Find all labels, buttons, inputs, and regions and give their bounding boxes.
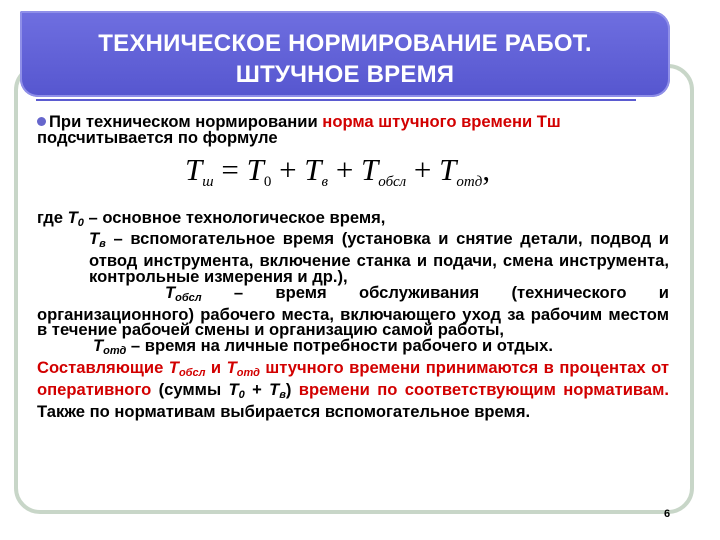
formula-plus-3: +	[413, 152, 432, 187]
conclusion-red-1: Составляющие	[37, 357, 169, 377]
formula-lhs-sub: ш	[202, 174, 214, 190]
intro-highlight: норма штучного времени Тш	[322, 112, 561, 131]
formula-t0: T	[246, 152, 264, 187]
conclusion-paragraph	[37, 357, 669, 421]
bullet-icon	[37, 117, 46, 126]
slide-title	[20, 28, 670, 90]
title-line-1: ТЕХНИЧЕСКОЕ НОРМИРОВАНИЕ РАБОТ.	[98, 30, 592, 57]
definition-totd-text: – время на личные потребности рабочего и отдых.	[126, 336, 553, 356]
symbol-tobsl: Т	[165, 282, 176, 302]
title-line-2: ШТУЧНОЕ ВРЕМЯ	[235, 61, 455, 88]
conclusion-red-4: времени по соответствующим нормативам.	[298, 379, 669, 399]
title-banner	[20, 11, 670, 97]
conclusion-symbol-t0-sub: 0	[238, 388, 245, 401]
conclusion-symbol-t0: Т	[228, 379, 239, 399]
definition-totd	[37, 338, 669, 360]
formula-comma: ,	[482, 152, 491, 187]
formula-tobsl-sub: обсл	[378, 174, 407, 190]
conclusion-symbol-tv-sub: в	[279, 388, 286, 401]
conclusion-symbol-totd-sub: отд	[236, 366, 260, 379]
formula-tv-sub: в	[321, 174, 329, 190]
symbol-tobsl-sub: обсл	[175, 291, 202, 304]
definition-tobsl-text: – время обслуживания (технического и организационного) рабочего места, включающего уход за рабочим местом в течение рабочей смены и организацию самой работы,	[37, 282, 669, 340]
symbol-tv-sub: в	[99, 238, 106, 251]
symbol-t0: Т	[67, 207, 78, 227]
intro-text: При техническом нормировании	[49, 112, 323, 131]
where-word: где	[37, 207, 68, 227]
conclusion-plus: +	[244, 379, 270, 399]
definition-tv	[37, 231, 669, 284]
definition-t0	[37, 207, 669, 232]
conclusion-symbol-tobsl: Т	[168, 357, 179, 377]
conclusion-black-1: (суммы	[151, 379, 229, 399]
formula-t0-sub: 0	[263, 174, 272, 190]
definition-t0-text: – основное технологическое время,	[83, 207, 386, 227]
conclusion-black-3: Также по нормативам выбирается вспомогательное время.	[37, 401, 531, 421]
symbol-totd: Т	[93, 336, 104, 356]
conclusion-symbol-totd: Т	[226, 357, 237, 377]
conclusion-symbol-tobsl-sub: обсл	[178, 366, 206, 379]
formula-plus-2: +	[335, 152, 354, 187]
formula	[185, 152, 490, 191]
formula-totd: T	[439, 152, 457, 187]
formula-tv: T	[304, 152, 322, 187]
formula-lhs: T	[185, 152, 203, 187]
formula-equals: =	[221, 152, 239, 187]
symbol-t0-sub: 0	[77, 216, 84, 229]
intro-text-2: подсчитывается по формуле	[37, 127, 278, 147]
conclusion-red-3: штучного времени принимаются в процентах от оперативного	[37, 357, 669, 399]
conclusion-symbol-tv: Т	[269, 379, 280, 399]
conclusion-black-2: )	[285, 379, 299, 399]
formula-tobsl: T	[361, 152, 379, 187]
conclusion-red-2: и	[205, 357, 227, 377]
intro-paragraph	[37, 114, 669, 146]
definition-tv-text: – вспомогательное время (установка и снятие детали, подвод и отвод инструмента, включение станка и подачи, смена инструмента, контрольные измерения и др.),	[89, 229, 669, 286]
formula-totd-sub: отд	[456, 174, 483, 190]
symbol-totd-sub: отд	[103, 345, 127, 358]
formula-plus-1: +	[279, 152, 297, 187]
definition-tobsl	[37, 282, 669, 340]
symbol-tv: Т	[89, 229, 100, 249]
page-number: 6	[664, 508, 671, 520]
title-divider	[36, 99, 636, 101]
